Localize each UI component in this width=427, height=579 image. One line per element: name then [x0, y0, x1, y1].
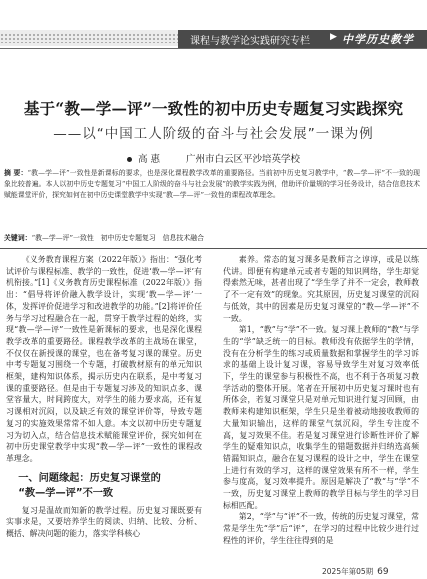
body-paragraph: 第2，“学”与“评”不一致，传统的历史复习课堂，常常是学生先“学”后“评”，在学习的过程中比较少进行过程性的评价，学生往往得到的是 — [223, 512, 419, 545]
keywords-label: 关键词： — [4, 234, 32, 242]
body-paragraph: 第1，“教”与“学”不一致。复习课上教师的“教”与学生的“学”缺乏统一的目标。教师没有依据学生的学情，没有在分析学生的练习或质量数据和掌握学生的学习诉求的基础上设计复习课，容易导致学生对复习效率低下，学生的课堂参与积极性不高，也不利于各项复习教学活动的整体开展。笔者在开展初中历史复习课时也有所体会，若复习课堂只是对单元知识进行复习回顾，由教师来构建知识框架，学生只是坐着被动地接收教师的大量知识输出，这样的课堂气氛沉闷，学生专注度不高，复习效果不佳。若是复习课堂进行诊断性评价了解学生的疑难知识点，收集学生的错题数据并归纳选高频错漏知识点，融合在复习课程的设计之中，学生在课堂上进行有效的学习，这样的课堂效果有所不一样，学生参与度高，复习效率提升。原因是解决了“教”与“学”不一致，历史复习课堂上教师的教学目标与学生的学习目标相匹配。 — [223, 325, 419, 510]
body-column-right — [223, 254, 419, 547]
page-footer — [322, 566, 389, 577]
article-subtitle: ——以“中国工人阶级的奋斗与社会发展”一课为例 — [53, 126, 374, 142]
header-rule — [0, 48, 427, 49]
author-affiliation: 广州市白云区平沙培英学校 — [186, 154, 301, 165]
abstract-label: 摘 要： — [4, 169, 28, 177]
arrow-icon: ▶ — [330, 32, 337, 42]
article-title: 基于“教—学—评”一致性的初中历史专题复习实践探究 — [23, 99, 404, 118]
section-label: 课程与教学论实践研究专栏 — [190, 36, 310, 47]
header-bar — [178, 30, 427, 48]
page-number: 69 — [377, 567, 389, 577]
section-heading — [6, 471, 202, 501]
section-heading-line: 一、问题缘起：历史复习课堂的 — [18, 472, 161, 484]
issue-label: 2025年第05期 — [322, 567, 374, 576]
header-dot-pattern — [0, 33, 178, 43]
abstract-body: “教—学—评”一致性是新课标的要求，也是深化课程教学改革的重要路径。当前初中历史复习教学中，“教—学—评”不一致的现象比较普遍。本人以初中历史专题复习“中国工人阶级的奋斗与社会发展”的教学实践为例，借助评价量规的学习任务设计，结合信息技术赋能课堂评价，探究如何在初中历史课堂教学中实现“教—学—评”一致性的课程改革理念。 — [4, 169, 420, 199]
body-paragraph: 《义务教育课程方案（2022年版）》指出：“强化考试评价与课程标准、教学的一致性，促进‘教—学—评’有机衔接。”[1]《义务教育历史课程标准（2022年版）》指出：“倡导将评价融入教学设计，实现‘教—学—评’一体，发挥评价促进学习和改进教学的功能。”[2]将评价任务与学习过程融合在一起，贯穿于教学过程的始终，实现“教—学—评”一致性是新课标的要求，也是深化课程教学改革的重要路径。课程教学改革的主战场在课堂，不仅仅在新授课的课堂，也在备考复习课的课堂。历史中考专题复习围绕一个专题，打破教材原有的单元知识框架，建构知识体系，揭示历史内在联系，是中考复习课的重要路径。但是由于专题复习涉及的知识点多、课堂容量大，时间跨度大，对学生的能力要求高，还有复习课相对沉闷，以及缺乏有效的课堂评价等，导致专题复习的实施效果常常不如人意。本文以初中历史专题复习为切入点，结合信息技术赋能课堂评价，探究如何在初中历史课堂教学中实现“教—学—评”一致性的课程改革理念。 — [6, 255, 202, 463]
body-column-left — [6, 254, 202, 540]
body-paragraph: 素养。常态的复习课多是教师言之谆谆，或是以练代讲。即便有构建单元或者专题的知识网络，学生却觉得索然无味，甚者出现了“学生学了并不一定会，教师教了不一定有效”的现象。究其原因，历史复习课堂的沉闷与低效，其中的因素是历史复习课堂的“教—学—评”不一致。 — [223, 255, 419, 323]
body-paragraph: 复习是温故而知新的教学过程。历史复习课既要有实事求是，又要培养学生的阅读、归纳、比较、分析、概括、解决问题的能力，落实学科核心 — [6, 505, 202, 539]
section-heading-line: “教—学—评”不一致 — [18, 487, 114, 499]
keywords-rule — [0, 248, 427, 249]
keywords-text: “教—学—评”一致性 初中历史专题复习 信息技术融合 — [31, 234, 204, 242]
keywords — [4, 232, 420, 242]
bullet-icon — [127, 157, 132, 162]
author-line — [0, 151, 427, 165]
column-title: 中学历史教学 — [342, 33, 414, 46]
abstract-text-block — [4, 168, 420, 201]
abstract — [4, 168, 420, 230]
author-name: 高 惠 — [137, 154, 160, 165]
